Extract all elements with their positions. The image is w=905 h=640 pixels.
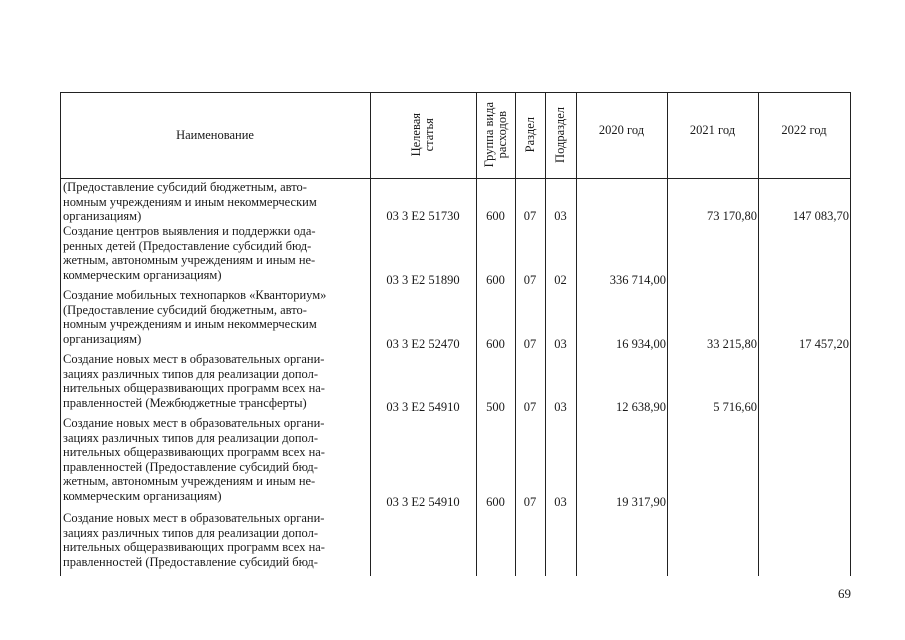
row-name: Создание новых мест в образовательных органи- зациях различных типов для реализации допол- нительных общеразвивающих программ всех на- правленностей (Предоставление субсидий бюд- жетным, автономным учреждениям и иным не- коммерческим организациям) [63,416,325,503]
page-number: 69 [838,586,851,601]
col-border [60,92,61,576]
row-group: 600 [486,495,505,509]
header-target-article: Целевая статья [409,113,436,157]
row-name: Создание новых мест в образовательных органи- зациях различных типов для реализации допол- нительных общеразвивающих программ всех на- правленностей (Межбюджетные трансферты) [63,352,325,410]
row-code: 03 3 E2 52470 [386,337,460,351]
row-section: 07 [523,209,537,223]
row-section: 07 [523,495,537,509]
row-code: 03 3 E2 51890 [386,273,460,287]
row-2020: 336 714,00 [609,273,666,287]
row-section: 07 [523,273,537,287]
header-subsection: Подраздел [553,107,567,163]
row-code: 03 3 E2 54910 [386,400,460,414]
header-name: Наименование [176,128,254,142]
row-name: Создание мобильных технопарков «Кванториум» (Предоставление субсидий бюджетным, авто- номным учреждениям и иным некоммерческим организациям) [63,288,327,346]
row-subsection: 03 [554,400,567,414]
row-2021: 73 170,80 [707,209,757,223]
header-2021: 2021 год [689,123,736,137]
header-2020: 2020 год [598,123,645,137]
header-2022: 2022 год [781,123,827,137]
col-border [850,92,851,576]
row-group: 500 [486,400,505,414]
row-2022: 147 083,70 [792,209,849,223]
row-section: 07 [523,337,537,351]
col-border [667,92,668,576]
row-2022: 17 457,20 [799,337,849,351]
col-border [758,92,759,576]
header-bottom-border [60,178,851,179]
row-2021: 33 215,80 [707,337,757,351]
row-code: 03 3 E2 51730 [386,209,460,223]
row-subsection: 03 [554,337,567,351]
row-2021: 5 716,60 [713,400,757,414]
row-code: 03 3 E2 54910 [386,495,460,509]
row-group: 600 [486,273,505,287]
row-2020: 19 317,90 [616,495,666,509]
row-2020: 12 638,90 [616,400,666,414]
row-name: Создание центров выявления и поддержки ода- ренных детей (Предоставление субсидий бюд- жетным, автономным учреждениям и иным не- коммерческим организациям) [63,224,316,282]
row-group: 600 [486,209,505,223]
row-subsection: 03 [554,209,567,223]
row-subsection: 02 [554,273,567,287]
row-group: 600 [486,337,505,351]
row-section: 07 [523,400,537,414]
row-name: (Предоставление субсидий бюджетным, авто- номным учреждениям и иным некоммерческим организациям) [63,180,317,224]
header-section: Раздел [522,117,537,153]
header-expense-group: Группа вида расходов [481,102,509,168]
row-name: Создание новых мест в образовательных органи- зациях различных типов для реализации допол- нительных общеразвивающих программ всех на- правленностей (Предоставление субсидий бюд- [63,511,325,569]
row-subsection: 03 [554,495,567,509]
row-2020: 16 934,00 [616,337,666,351]
